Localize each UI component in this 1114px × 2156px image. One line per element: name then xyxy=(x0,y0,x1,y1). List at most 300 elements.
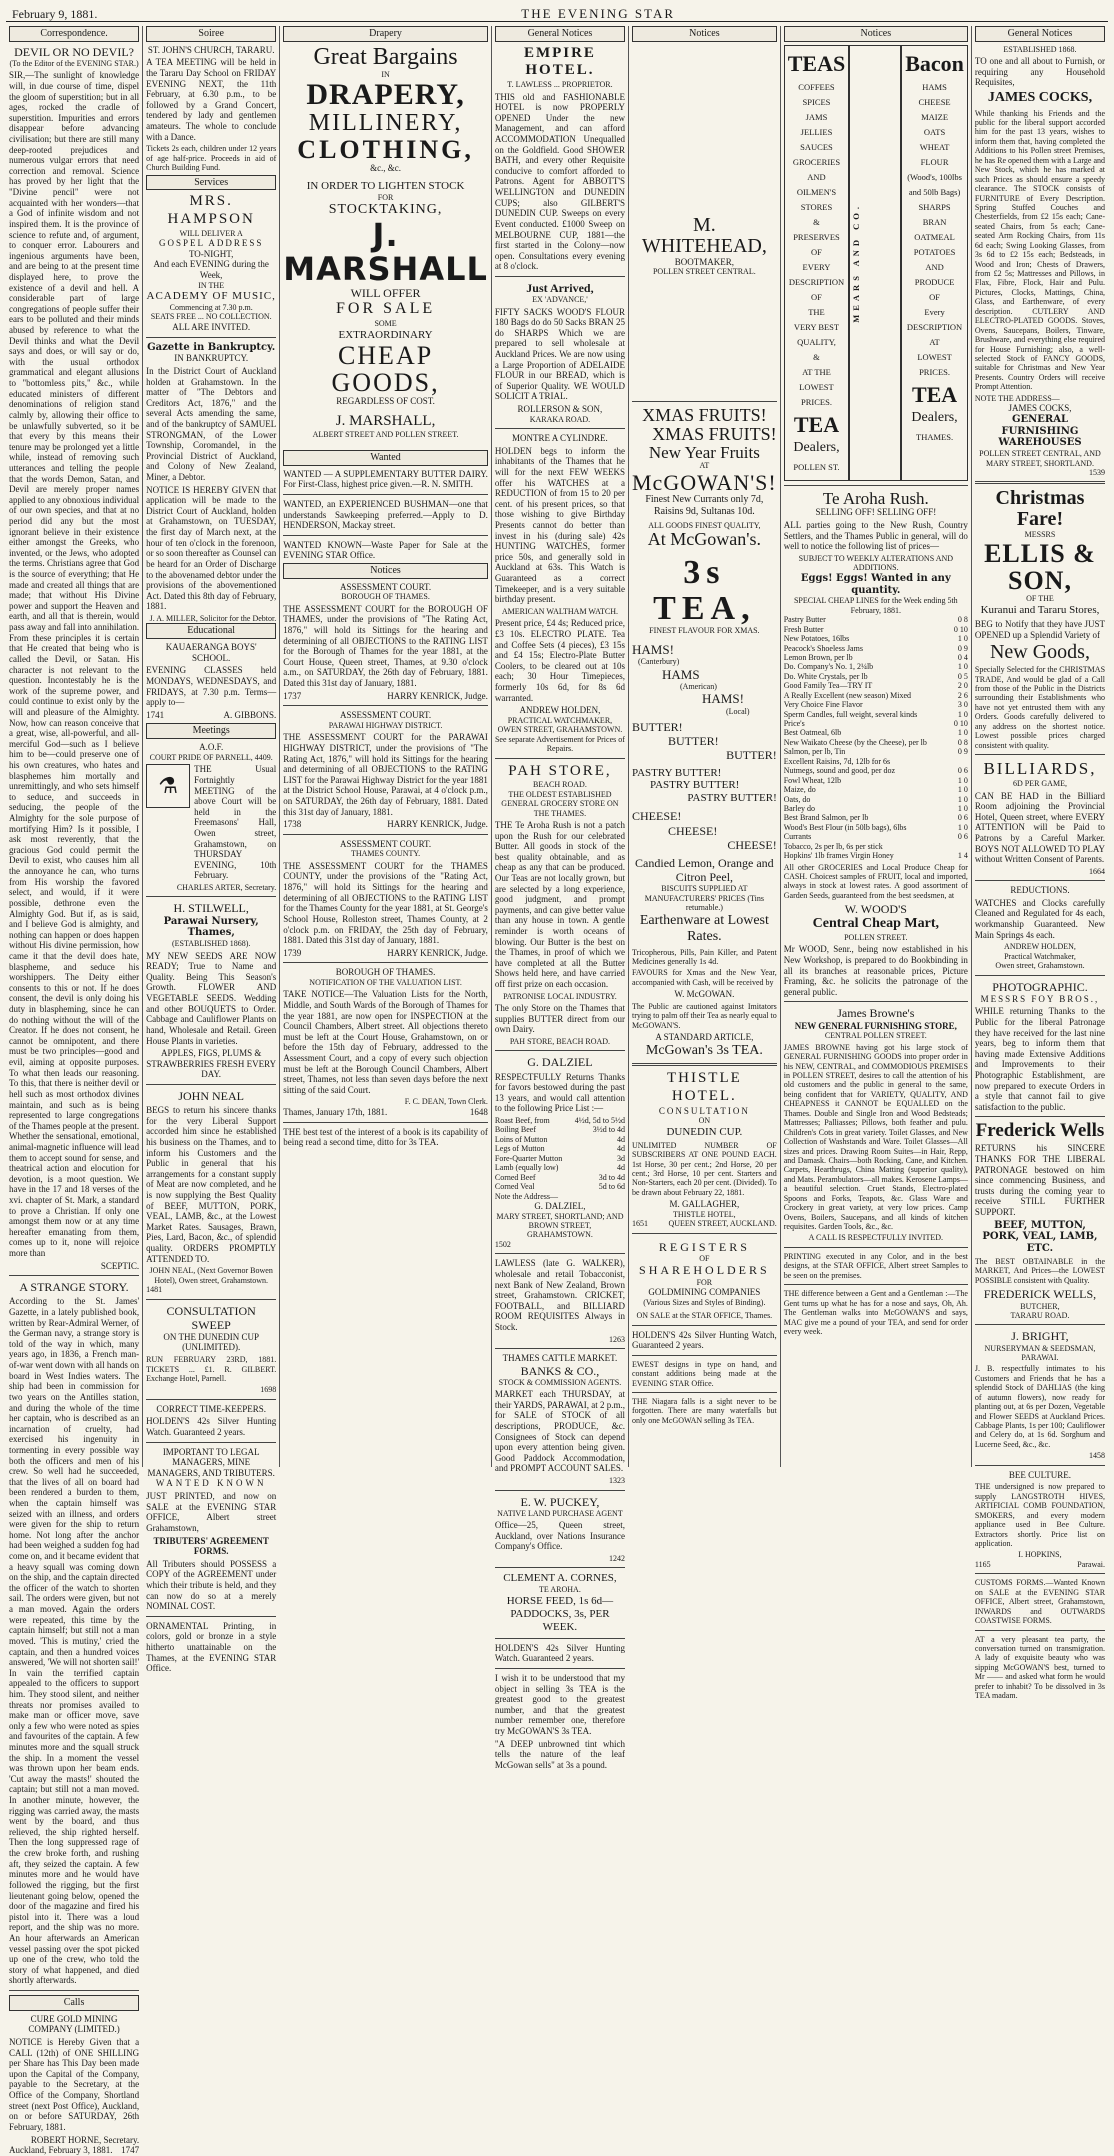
ad-line: McGowan's 3s TEA. xyxy=(645,1042,763,1058)
ad-address: POLLEN ST. xyxy=(793,461,840,472)
ad-subtitle: 6D PER GAME, xyxy=(1012,779,1067,789)
price-row xyxy=(784,813,968,822)
price-value: 0 8 xyxy=(957,737,968,747)
notice-title: ASSESSMENT COURT. xyxy=(339,710,432,721)
product-item: LOWEST xyxy=(799,382,834,393)
ad-number: 1738 xyxy=(283,819,302,830)
price-item: Peacock's Shoeless Jams xyxy=(783,643,863,653)
price-row xyxy=(495,1116,625,1125)
product-item: STORES xyxy=(800,201,833,212)
section-header: General Notices xyxy=(975,26,1105,42)
ad-line: MESSRS xyxy=(1024,530,1056,540)
product-item: VERY BEST xyxy=(793,322,840,332)
ad-headline: XMAS FRUITS! xyxy=(642,404,767,425)
ad-body: Specially Selected for the CHRISTMAS TRADE, And would be glad of a Call from those of the Public in the Districts surrounding their Establishments who have not yet entrusted them with any Orders. Goods carefully delivered to any address on the shortest notice. Lowest possible prices charged consistent with quality. xyxy=(974,665,1106,750)
ad-number: 1741 xyxy=(146,709,165,720)
ad-title: EMPIRE HOTEL. xyxy=(523,44,596,79)
product-item: AT THE xyxy=(802,367,831,378)
mears-left-panel xyxy=(784,45,849,481)
column-notices-mcgowan xyxy=(629,26,781,1467)
ad-highlight: TRIBUTERS' AGREEMENT FORMS. xyxy=(153,1535,269,1557)
ad-line: CHEESE! xyxy=(727,837,777,852)
ad-line: OWEN STREET, GRAHAMSTOWN. xyxy=(497,725,623,735)
ad-body: THE Te Aroha Rush is not a patch upon the Rush for our celebrated Butter. All goods in stock of the best quality obtainable, and as cheap as any that can be produced. Our Teas are not locally grown, but are selected by a long experience, good judgment, and prompt payments, and can give better value than any house in town. A gentle reminder is worth oceans of blowing. Our Butter is the best on the Thames, in proof of which we have completed at all the Butter Shows held here, and have carried off first prize on each occasion. xyxy=(494,819,625,990)
ad-title: CONSULTATION SWEEP xyxy=(166,1303,256,1332)
ad-line: SUBJECT TO WEEKLY ALTERATIONS AND ADDITIONS. xyxy=(798,553,954,573)
price-item: Lamb (equally low) xyxy=(494,1163,559,1173)
price-row xyxy=(784,832,968,841)
ad-body: THE undersigned is now prepared to supply LANGSTROTH HIVES, ARTIFICIAL COMB FOUNDATION, SMOKERS, and every modern appliance used in Bee Culture. Extractors shortly. Price list on application. xyxy=(974,1482,1106,1549)
ad-line: CHEESE! xyxy=(632,809,682,824)
price-value: 0 9 xyxy=(957,747,968,757)
ad-body: WHILE returning Thanks to the Public for the liberal Patronage they have received for the last nine years, beg to inform them that having made Extensive Additions and Improvements to their Photographic Establishment, are now prepared to execute Orders in a style that cannot fail to give satisfaction to the public. xyxy=(974,1006,1106,1112)
ad-address: Owen street, Grahamstown. xyxy=(995,961,1085,971)
ad-line: STOCK & COMMISSION AGENTS. xyxy=(498,1377,622,1387)
ad-headline: DRAPERY, xyxy=(306,78,465,112)
ad-address: KARAKA ROAD. xyxy=(529,414,591,424)
ad-line: FOR xyxy=(696,1277,713,1287)
column-notices-mears xyxy=(781,26,972,1467)
product-item: PRODUCE xyxy=(914,276,955,287)
ad-line: FOR xyxy=(377,192,394,202)
ad-number: 1458 xyxy=(1089,1451,1106,1461)
ad-title: BILLIARDS, xyxy=(983,759,1097,779)
price-item: Loins of Mutton xyxy=(494,1134,548,1144)
price-list xyxy=(784,615,968,860)
price-row xyxy=(495,1154,625,1163)
price-value: 4d xyxy=(617,1144,625,1154)
notice-signature: HARRY KENRICK, Judge. xyxy=(387,819,488,830)
ad-highlight: Eggs! Eggs! Wanted in any quantity. xyxy=(800,572,951,596)
ad-body: THE Niagara falls is a sight never to be forgotten. There are many waterfalls but only one McGOWAN selling 3s TEA. xyxy=(632,1397,777,1425)
product-item: SAUCES xyxy=(800,141,833,152)
ad-line: PASTRY BUTTER! xyxy=(650,779,740,792)
product-item: PRICES. xyxy=(919,367,951,378)
ad-body: WATCHES and Clocks carefully Cleaned and Regulated for 4s each, workmanship Guaranteed. New Main Springs 4s each. xyxy=(974,897,1106,940)
notice-subtitle: NOTIFICATION OF THE VALUATION LIST. xyxy=(309,977,462,987)
ad-body: J. B. respectfully intimates to his Customers and Friends that he has a splendid Stock of DAHLIAS (the king of autumn flowers), now ready for planting out, at 6s per Dozen, Vegetable and Flower SEEDS at Auckland Prices. Cabbage Plants, 1s per 100; Cauliflower and Celery do, at 1s 6d. Sorghum and Lucerne Seed, &c., &c. xyxy=(974,1364,1106,1449)
price-row xyxy=(784,851,968,860)
ad-signature: JAMES COCKS, xyxy=(1008,403,1072,414)
product-item: LOWEST xyxy=(917,352,952,363)
price-item: New Potatoes, 16lbs xyxy=(783,634,850,644)
price-value: 1 0 xyxy=(957,803,968,813)
ad-title: THISTLE HOTEL. xyxy=(666,1070,742,1105)
ad-line: PASTRY BUTTER! xyxy=(687,792,777,805)
price-value: 3d xyxy=(617,1153,625,1163)
price-item: Fresh Butter xyxy=(783,624,824,634)
price-row xyxy=(784,766,968,775)
ad-line: Candied Lemon, Orange and Citron Peel, xyxy=(635,855,774,885)
ad-line: ON xyxy=(698,1116,711,1126)
ad-line: Commencing at 7.30 p.m. xyxy=(169,303,253,313)
ad-line: IN ORDER TO LIGHTEN STOCK xyxy=(306,180,465,193)
ad-body: Office—25, Queen street, Auckland, over Nations Insurance Company's Office. xyxy=(494,1520,625,1552)
product-item: THE xyxy=(808,306,825,317)
section-header: General Notices xyxy=(495,26,625,42)
price-row xyxy=(784,625,968,634)
ad-body: While thanking his Friends and the public for the liberal support accorded him for the past 13 years, wishes to inform them that, having completed the Additions to his Pollen street Premises, he has Re opened them with a Large and New Stock, which he has marked at such Prices as should ensure a speedy clearance. The STOCK consists of FURNITURE of Every Description. Spring Stuffed Couches and Chesterfields, from £2 15s each; Cane-seated Chairs, from 5s each; Cane-seated Arm Rocking Chairs, from 11s 6d each; Swing Looking Glasses, from 3s 6d to £2 15s each; Bedsteads, in Wood and Iron; Chests of Drawers, from £2 5s; Mattresses and Pillows, in Flax, Fibre, Flock, Hair and Pulu. Pictures, Clocks, Mattings, China, Glass, and Earthenware, of every description. CUTLERY AND ELECTRO-PLATED GOODS. Stoves, Ovens, Saucepans, Boilers, Tinware, Brushware, and everything else required for House Furnishing; also, a well-selected Stock of FANCY GOODS, suitable for Christmas and New Year Presents. Country Orders will receive Prompt Attention. xyxy=(974,108,1106,392)
price-value: 0 10 xyxy=(953,624,968,634)
crest-icon: ⚗ xyxy=(146,764,190,808)
ad-body: MY NEW SEEDS ARE NOW READY; True to Name and Quality. Being This Season's Growth. FLOWER AND VEGETABLE SEEDS. Wedding and other BOUQUETS to Order. Cabbage and Cauliflower Plants on hand, Wholesale and Retail. Green House Plants in varieties. xyxy=(146,950,277,1046)
ad-number: 1739 xyxy=(283,947,302,958)
ad-subtitle: MESSRS FOY BROS., xyxy=(980,993,1100,1004)
ad-number: 1539 xyxy=(1089,468,1106,478)
mears-ad xyxy=(784,45,968,481)
notice-title: A.O.F. xyxy=(199,742,224,753)
notice-body: NOTICE IS HEREBY GIVEN that application will be made to the District Court of Auckland, holden at Grahamstown, on TUESDAY, the first day of March next, at the hour of ten o'clock in the forenoon, or so soon thereafter as Counsel can be heard for an Order of Discharge to the abovenamed debtor under the provisions of the abovementioned Act. Dated this 8th day of February, 1881. xyxy=(146,484,277,612)
price-item: Wood's Best Flour (in 50lb bags), 6lbs xyxy=(783,822,907,832)
price-row xyxy=(784,634,968,643)
ad-signature: G. DALZIEL, xyxy=(534,1200,586,1211)
column-correspondence xyxy=(6,26,143,2156)
ad-number: 1651 xyxy=(632,1219,648,1229)
price-value: 1 0 xyxy=(957,728,968,738)
price-item: Fowl Wheat, 12lb xyxy=(783,775,842,785)
ad-line: A CALL IS RESPECTFULLY INVITED. xyxy=(808,1233,944,1243)
ad-body: All other GROCERIES and Local Produce Cheap for CASH. Choicest samples of FRUIT, local and imported, always in stock at lowest rates. A good assortment of Garden Seeds, guaranteed from the best seedsmen, at xyxy=(783,862,968,900)
section-header: Meetings xyxy=(146,723,276,739)
product-item: DESCRIPTION xyxy=(788,276,845,287)
ad-headline: TEAS xyxy=(787,50,846,76)
price-value xyxy=(952,757,968,766)
wanted-ad: WANTED — A SUPPLEMENTARY BUTTER DAIRY. For First-Class, highest price given.—R. N. SMITH. xyxy=(283,468,488,490)
product-item: JELLIES xyxy=(800,126,833,137)
product-item: DESCRIPTION xyxy=(906,322,963,332)
ad-line: DUNEDIN CUP. xyxy=(666,1125,743,1138)
product-list xyxy=(905,82,964,377)
ad-line: IN xyxy=(381,69,390,79)
ad-line: Dealers, xyxy=(911,410,958,426)
price-value: 1 0 xyxy=(957,709,968,719)
columns xyxy=(6,26,1108,2156)
product-item: OF xyxy=(929,291,940,302)
ad-headline: J. MARSHALL xyxy=(283,215,488,288)
price-row xyxy=(784,728,968,737)
ad-line: ON SALE at the STAR OFFICE, Thames. xyxy=(636,1311,773,1321)
ad-line: (Local) xyxy=(726,706,750,716)
ad-body: AT a very pleasant tea party, the conversation turned on transmigration. A lady of exquisite beauty who was sipping McGOWAN'S best, turned to Mr —— and asked what form he would prefer to inhabit? To be dissolved in 3s TEA madam. xyxy=(974,1634,1106,1701)
price-value: 0 6 xyxy=(957,766,968,776)
notice-signature: A. GIBBONS. xyxy=(223,709,277,720)
price-item: Fore-Quarter Mutton xyxy=(494,1153,563,1163)
article-subtitle: (To the Editor of the EVENING STAR.) xyxy=(9,58,139,68)
notice-body: THE ASSESSMENT COURT for the PARAWAI HIGHWAY DISTRICT, under the provisions of "The Rating Act, 1876," will hold its Sittings for the hearing and determining of all OBJECTIONS to the RATING LIST for the Parawai Highway District for the year 1881 at the District School House, Parawai, at 4 o'clock p.m., on SATURDAY, the 26th day of February, 1881. Dated this 31st day of January, 1881. xyxy=(283,732,488,817)
ad-subtitle: AMERICAN WALTHAM WATCH. xyxy=(501,606,618,616)
ad-line: STOCKTAKING, xyxy=(328,202,443,218)
ad-line: THISTLE HOTEL, xyxy=(673,1209,736,1219)
price-row xyxy=(784,842,968,851)
ad-body: The only Store on the Thames that supplies BUTTER direct from our own Dairy. xyxy=(494,1003,625,1035)
section-header: Educational xyxy=(146,623,276,639)
price-value: 4d xyxy=(617,1163,625,1173)
ad-line: Kuranui and Tararu Stores, xyxy=(980,603,1100,616)
product-item: & xyxy=(813,216,820,227)
ad-title: MRS. HAMPSON xyxy=(167,193,255,228)
product-item: SHARPS xyxy=(918,201,951,212)
price-item: Hopkins' 1lb frames Virgin Honey xyxy=(783,851,894,861)
ad-headline: TEA xyxy=(793,412,840,438)
price-value: 0 4 xyxy=(957,652,968,662)
product-item: OILMEN'S xyxy=(796,186,837,197)
ad-line: REGARDLESS OF COST. xyxy=(336,396,435,407)
wanted-ad: WANTED KNOWN—Waste Paper for Sale at the EVENING STAR Office. xyxy=(283,539,488,561)
product-item: GROCERIES xyxy=(792,156,841,167)
ad-address: POLLEN STREET. xyxy=(844,933,908,942)
ad-subtitle: ON THE DUNEDIN CUP (UNLIMITED). xyxy=(163,1331,259,1353)
mears-centre xyxy=(849,45,901,481)
ad-body: CUSTOMS FORMS.—Wanted Known on SALE at the EVENING STAR OFFICE, Albert street, Grahamstown, INWARDS and OUTWARDS COASTWISE FORMS. xyxy=(974,1578,1106,1626)
ad-line: PATRONISE LOCAL INDUSTRY. xyxy=(503,991,617,1001)
product-item: OF xyxy=(811,246,822,257)
ad-title: G. DALZIEL xyxy=(527,1055,593,1070)
product-item: EVERY xyxy=(802,261,831,272)
price-row xyxy=(784,710,968,719)
ad-number: 1242 xyxy=(609,1553,625,1563)
ad-body: HOLDEN'S 42s Silver Hunting Watch. Guaranteed 2 years. xyxy=(146,1416,277,1438)
ad-line: ALBERT STREET AND POLLEN STREET. xyxy=(312,430,459,440)
ad-body: THE best test of the interest of a book is its capability of being read a second time, ditto for 3s TEA. xyxy=(283,1126,488,1148)
ad-number: 1648 xyxy=(469,1106,488,1117)
ad-body: FAVOURS for Xmas and the New Year, accompanied with Cash, will be received by xyxy=(632,968,777,987)
ad-line: FOR SALE xyxy=(336,300,436,318)
ad-number: 1263 xyxy=(609,1334,625,1344)
ad-body: JUST PRINTED, and now on SALE at the EVENING STAR OFFICE, Albert street Grahamstown, xyxy=(146,1491,277,1533)
price-item: A Really Excellent (new season) Mixed xyxy=(783,690,912,700)
ad-line: SOME xyxy=(374,319,397,329)
section-header: Soiree xyxy=(146,26,276,42)
product-item: AND xyxy=(807,171,826,182)
product-item: (Wood's, 100lbs xyxy=(907,171,962,182)
notice-dateline: Thames, January 17th, 1881. xyxy=(283,1106,388,1117)
notice-title: BOROUGH OF THAMES. xyxy=(335,967,436,978)
product-item: PRESERVES xyxy=(793,231,840,242)
ad-body: I wish it to be understood that my object in selling 3s TEA is the greatest good to the greatest number, and that the greatest number remember one, therefore try McGOWAN'S 3s TEA. xyxy=(494,1672,625,1736)
price-row xyxy=(495,1135,625,1144)
ad-line: FINEST FLAVOUR FOR XMAS. xyxy=(649,626,760,636)
ad-signature: M. GALLAGHER, xyxy=(669,1199,740,1210)
section-header: Notices xyxy=(784,26,968,42)
ad-line: (ESTABLISHED 1868). xyxy=(171,939,251,949)
price-value: 0 10 xyxy=(953,719,968,729)
ad-headline: McGOWAN'S! xyxy=(632,469,777,495)
price-row xyxy=(784,785,968,794)
article-signature: SCEPTIC. xyxy=(100,1260,140,1271)
ad-title: Frederick Wells xyxy=(975,1120,1105,1142)
notice-body: A TEA MEETING will be held in the Tararu Day School on FRIDAY EVENING NEXT, the 11th February, at 6.30 p.m., to be followed by a Grand Concert, tendered by lady and gentlemen amateurs. The whole to conclude with a Dance. xyxy=(146,57,277,142)
ad-subtitle: BOOTMAKER, xyxy=(674,256,734,267)
ad-signature: FREDERICK WELLS, xyxy=(983,1287,1097,1302)
price-row xyxy=(495,1173,625,1182)
ad-body: MARKET each THURSDAY, at their YARDS, PARAWAI, at 2 p.m., for SALE of STOCK of all descriptions, PRODUCE, &c. Consignees of Stock can depend upon every attention being given. Good Paddock Accommodation, and PROMPT ACCOUNT SALES. xyxy=(494,1389,625,1474)
ad-line: ALL GOODS FINEST QUALITY, xyxy=(648,520,761,530)
product-item: & xyxy=(813,352,820,363)
notice-body: Tickets 2s each, children under 12 years of age half-price. Proceeds in aid of Church Building Fund. xyxy=(146,144,277,173)
ad-title: H. STILWELL, xyxy=(173,901,249,916)
ad-signature: ANDREW HOLDEN, xyxy=(519,705,601,716)
notice-title: ST. JOHN'S CHURCH, TARARU. xyxy=(147,44,275,55)
price-item: Nutmegs, sound and good, per doz xyxy=(783,766,896,776)
notice-signature: F. C. DEAN, Town Clerk. xyxy=(404,1097,488,1107)
price-value xyxy=(952,842,968,851)
ad-line: (Various Sizes and Styles of Binding). xyxy=(643,1297,766,1307)
price-row xyxy=(495,1163,625,1172)
ad-line: (Canterbury) xyxy=(638,657,680,667)
ad-subtitle: Central Cheap Mart, xyxy=(812,916,939,932)
price-row xyxy=(784,672,968,681)
notice-dateline: Auckland, February 3, 1881. xyxy=(9,2145,113,2156)
ad-line: GOLDMINING COMPANIES xyxy=(648,1287,761,1298)
notice-subtitle: THAMES COUNTY. xyxy=(350,849,421,859)
ad-headline: MILLINERY, xyxy=(308,109,463,136)
ad-line: HAMS! xyxy=(632,641,674,657)
ad-line: (American) xyxy=(680,681,717,691)
ad-line: ALL ARE INVITED. xyxy=(172,321,251,332)
ad-address: TARARU ROAD. xyxy=(1010,1310,1070,1320)
column-general-notices xyxy=(492,26,629,1770)
ad-line: &c., &c. xyxy=(370,163,402,174)
price-row xyxy=(784,681,968,690)
ad-line: Finest New Currants only 7d, Raisins 9d, Sultanas 10d. xyxy=(645,494,764,517)
ad-headline: New Year Fruits xyxy=(648,442,760,462)
price-row xyxy=(784,653,968,662)
ad-body: LAWLESS (late G. WALKER), wholesale and retail Tobacconist, next Bank of New Zealand, Brown street, Grahamstown. CRICKET, FOOTBALL, and BILLIARD ROOM REQUISITES Always in Stock. xyxy=(494,1258,625,1332)
ad-headline: Great Bargains xyxy=(313,43,458,70)
ad-headline: 3s TEA, xyxy=(653,553,756,627)
ad-number: 1698 xyxy=(260,1385,277,1395)
ad-body: Present price, £4 4s; Reduced price, £3 10s. ELECTRO PLATE. Tea and Coffee Sets (4 pieces), £3 15s and £4 15s; Electro-Plate Butter Coolers, to be cleared out at 10s each; 30 Hour Timepieces, formerly 10s 6d, for 8s 6d warranted. xyxy=(494,618,625,703)
ad-subtitle: WANTED KNOWN xyxy=(155,1478,267,1489)
notice-signature: J. A. MILLER, Solicitor for the Debtor. xyxy=(149,613,277,623)
ad-address: Parawai. xyxy=(1077,1559,1106,1569)
ad-body: EWEST designs in type on hand, and constant additions being made at the EVENING STAR Office. xyxy=(632,1359,777,1388)
ad-body: RETURNS his SINCERE THANKS FOR THE LIBERAL PATRONAGE bestowed on him since commencing Business, and trusts during the coming year to receive STILL FURTHER SUPPORT. xyxy=(974,1143,1106,1218)
product-list xyxy=(788,82,845,407)
price-value: 0 8 xyxy=(957,615,968,625)
ad-number: 1737 xyxy=(283,690,302,701)
price-row xyxy=(495,1144,625,1153)
product-item: JAMS xyxy=(805,111,828,122)
ad-subtitle: TE AROHA. xyxy=(539,1585,581,1595)
price-item: Sperm Candles, full weight, several kinds xyxy=(783,709,918,719)
section-header: Calls xyxy=(9,1995,139,2011)
ad-headline: New Goods, xyxy=(989,641,1090,664)
ad-title: Te Aroha Rush. xyxy=(822,488,929,508)
product-item: AND xyxy=(925,261,944,272)
ad-line: PASTRY BUTTER! xyxy=(632,766,722,779)
column-soiree-services xyxy=(143,26,280,1674)
section-header: Wanted xyxy=(283,450,488,466)
ad-title: CLEMENT A. CORNES, xyxy=(503,1572,617,1585)
ad-line: GOSPEL ADDRESS xyxy=(158,238,264,249)
product-item: OF xyxy=(811,291,822,302)
ad-signature: W. McGOWAN. xyxy=(674,989,735,1000)
ad-line: NOTE THE ADDRESS— xyxy=(974,393,1060,403)
ad-headline: TEA xyxy=(911,382,958,408)
price-value: 1 0 xyxy=(957,794,968,804)
ad-line: And each EVENING during the Week, xyxy=(153,259,269,281)
product-item: SPICES xyxy=(802,96,831,107)
notice-signature: HARRY KENRICK, Judge. xyxy=(387,690,488,701)
section-header: Gazette in Bankruptcy. xyxy=(147,341,276,353)
column-drapery xyxy=(280,26,492,1467)
ad-line: PRACTICAL WATCHMAKER, xyxy=(507,715,613,725)
price-item: Excellent Raisins, 7d, 12lb for 6s xyxy=(783,756,891,766)
ad-line: Practical Watchmaker, xyxy=(1004,951,1076,961)
ad-subtitle: T. LAWLESS ... PROPRIETOR. xyxy=(507,80,613,90)
ad-subtitle: SELLING OFF! SELLING OFF! xyxy=(815,507,937,518)
product-item: AT xyxy=(929,337,940,348)
ad-body: Mr WOOD, Senr., being now established in his New Workshop, is prepared to do Bookbinding in all its branches at reasonable prices, Picture Framing, &c. he solicits the patronage of the general public. xyxy=(783,944,968,997)
ad-line: BUTTER! xyxy=(632,720,683,735)
price-item: Very Choice Fine Flavor xyxy=(783,700,863,710)
ad-line: BUTCHER, xyxy=(1020,1301,1060,1311)
wanted-ad: WANTED, an EXPERIENCED BUSHMAN—one that understands Sawkeeping preferred.—Apply to D. HENDERSON, Mackay street. xyxy=(283,498,488,531)
ad-vertical-title: MEARS AND CO. xyxy=(851,202,862,323)
ad-headline: Bacon xyxy=(905,50,964,76)
price-item: Best Oatmeal, 6lb xyxy=(783,728,842,738)
price-item: Oats, do xyxy=(783,794,811,804)
product-item: COFFEES xyxy=(798,81,835,92)
notice-body: NOTICE is Hereby Given that a CALL (12th) of ONE SHILLING per Share has This Day been made upon the Capital of the Company, payable to the Secretary, at the Office of the Company, Shortland street (next Post Office), Auckland, on or before SATURDAY, 26th February, 1881. xyxy=(9,2037,140,2132)
ad-address: CENTRAL POLLEN STREET. xyxy=(824,1031,927,1041)
ad-body: UNLIMITED NUMBER OF SUBSCRIBERS AT ONE POUND EACH. 1st Horse, 30 per cent.; 2nd Horse, 20 per cent.; 3rd Horse, 10 per cent. Starters and Non-Starters, each 20 per cent. (Divided). To be drawn about February 22, 1881. xyxy=(632,1140,777,1197)
section-header: Services xyxy=(146,175,276,191)
ad-body: RESPECTFULLY Returns Thanks for favors bestowed during the past 13 years, and would call attention to the following Price List :— xyxy=(494,1071,625,1114)
ad-body: TO one and all about to Furnish, or requiring any Household Requisites, xyxy=(974,56,1106,88)
price-item: Corned Veal xyxy=(494,1182,535,1192)
ad-signature: I. HOPKINS, xyxy=(1018,1550,1062,1560)
ad-number: 1481 xyxy=(146,1285,163,1295)
ad-title: Just Arrived, xyxy=(526,280,594,295)
ad-line: IN THE xyxy=(198,280,225,290)
price-row xyxy=(495,1125,625,1134)
price-row xyxy=(784,757,968,766)
price-list xyxy=(495,1116,625,1192)
ad-line: Earthenware at Lowest Rates. xyxy=(639,912,769,945)
notice-body: EVENING CLASSES held MONDAYS, WEDNESDAYS, and FRIDAYS, at 7.30 p.m. Terms—apply to— xyxy=(146,665,277,708)
ad-address: QUEEN STREET, AUCKLAND. xyxy=(668,1219,777,1229)
product-item: QUALITY, xyxy=(797,337,836,348)
ad-title: THAMES CATTLE MARKET. xyxy=(502,1353,618,1363)
ad-body: "A DEEP unbrowned tint which tells the nature of the leaf McGowan sells" at 3s a pound. xyxy=(494,1738,625,1770)
ad-subtitle: BANKS & CO., xyxy=(520,1363,600,1378)
ad-line: Note the Address— xyxy=(494,1191,558,1201)
product-item: MAIZE xyxy=(921,111,949,122)
price-row xyxy=(784,747,968,756)
notice-body: In the District Court of Auckland holden at Grahamstown. In the matter of "The Debtors and Creditors Act, 1876," and the several Acts amending the same, and of the bankruptcy of SAMUEL STRONGMAN, of the Lower Township, Coromandel, in the Provincial District of Auckland, and Colony of New Zealand, Miner, a Debtor. xyxy=(146,365,277,483)
ad-line: PAH STORE, BEACH ROAD. xyxy=(509,1036,611,1046)
price-item: Pastry Butter xyxy=(783,615,826,625)
ad-line: OF THE xyxy=(1026,594,1054,604)
price-row xyxy=(784,644,968,653)
ad-address: THAMES. xyxy=(916,431,954,442)
masthead-page-number xyxy=(1099,7,1102,21)
ad-title: James Browne's xyxy=(837,1006,915,1021)
article-body: According to the St. James' Gazette, in a lately published book, written by Rear-Admiral Werner, of the German navy, a strange story is told of the way in which, many years ago, in 1836, a French man-of-war went down with all hands on board in West Indies waters. The ship had been in commission for two years on the Antilles station, and during the whole of the time her captain, who is described as an incarnation of cruelty, had exercised his ingenuity in tormenting in every possible way both the officers and men of his crew. So well had he succeeded, that the lives of all on board had been rendered a burden to them, when the captain himself was seized with an illness, and orders were given for the ship to return home. Not long after the anchor had been weighed a sudden fog had come on, and it became evident that a heavy squall was coming down on the ship, and the captain directed the officer of the watch to shorten sail. The orders were given, but not a man moved. Again the orders were repeated, this time by the captain himself; but still not a man moved. 'This is mutiny,' cried the captain, and then a hundred voices answered, 'We will not shorten sail!' In vain the terrified captain appealed to the officers to support him. They stood silent, and neither threats nor promises availed to make man or officer move, save only a few who were noted as spies and favourites of the captain. A few minutes more and the squall struck the ship. In a moment the vessel was thrown upon her beam ends. 'Cut away the masts!' shouted the captain; but still not a man moved. In another minute, however, the rigging was carried away, the masts went by the board, and thus relieved, the ship righted herself. Then the long suppressed rage of the crew broke forth, and rushing aft, they seized the captain. A few minutes more and he would have followed the rigging, but the first lieutenant going below, opened the door of the magazine and fired his pistol into it. There was a loud report, and the ship was no more. An hour afterwards an American vessel passing over the spot picked up one of the crew, who told the story of what happened, and died shortly afterwards. xyxy=(9,1296,140,1986)
price-item: Good Family Tea—TRY IT xyxy=(783,681,873,691)
product-item: OATS xyxy=(923,126,946,137)
price-item: Currants xyxy=(783,832,812,842)
ad-title: M. WHITEHEAD, xyxy=(641,213,767,257)
ad-number: 1165 xyxy=(974,1559,991,1569)
ad-line: ACADEMY OF MUSIC, xyxy=(146,290,276,303)
ad-title: IMPORTANT TO LEGAL MANAGERS, MINE MANAGERS, AND TRIBUTERS. xyxy=(147,1446,275,1478)
ad-title: JOHN NEAL xyxy=(178,1088,245,1103)
price-value: 1 4 xyxy=(957,851,968,861)
ad-signature: ANDREW HOLDEN, xyxy=(1004,942,1076,952)
